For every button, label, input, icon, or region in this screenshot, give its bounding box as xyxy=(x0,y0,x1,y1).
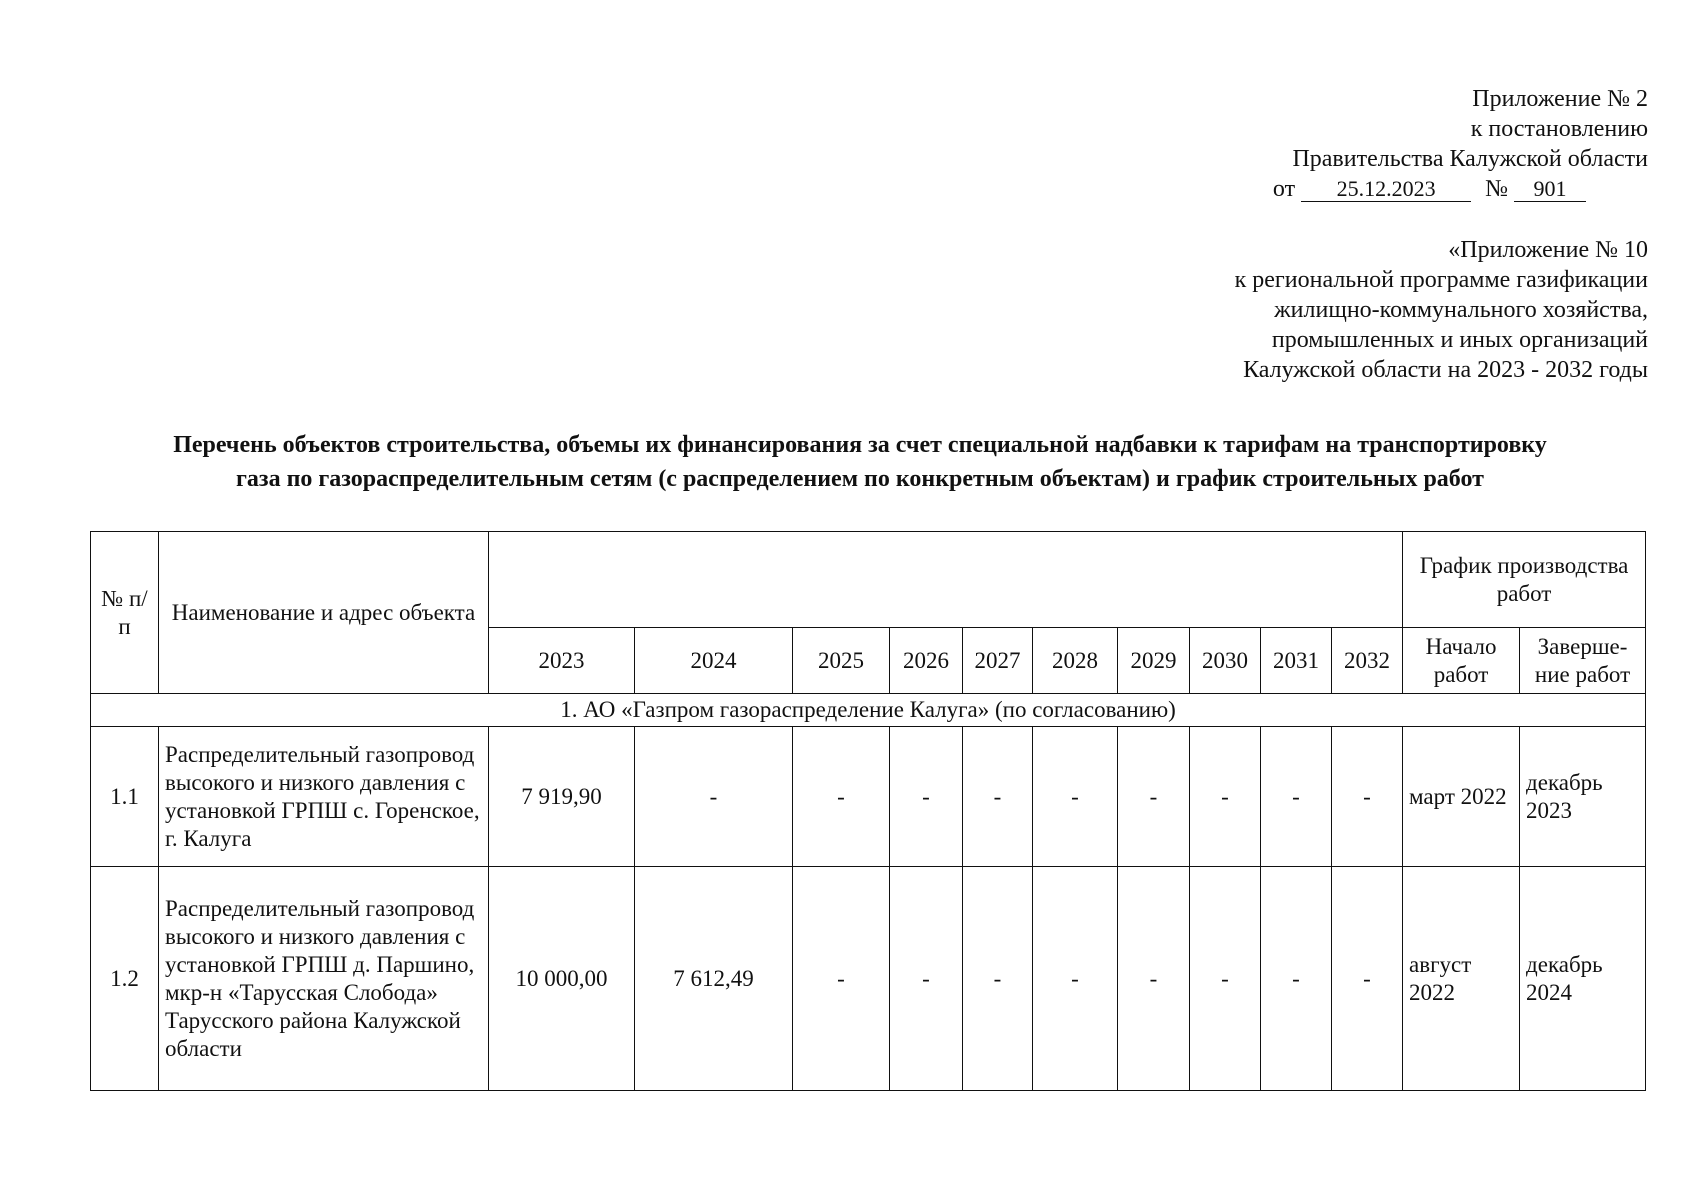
header-schedule: График производства работ xyxy=(1403,532,1646,628)
row-num: 1.2 xyxy=(91,867,159,1091)
amount-cell: 10 000,00 xyxy=(489,867,635,1091)
section-row xyxy=(91,694,1646,727)
header-year: 2026 xyxy=(890,628,963,694)
row-num: 1.1 xyxy=(91,727,159,867)
decree-date-line xyxy=(1273,174,1648,204)
amount-cell: - xyxy=(1261,867,1332,1091)
from-label: от xyxy=(1272,176,1296,202)
table-row xyxy=(91,867,1646,1091)
table-row xyxy=(91,727,1646,867)
amount-cell: - xyxy=(1033,867,1118,1091)
amount-cell: - xyxy=(890,867,963,1091)
header-years-group xyxy=(489,532,1403,628)
amount-cell: - xyxy=(963,727,1033,867)
start-date: март 2022 xyxy=(1403,727,1520,867)
header-year: 2031 xyxy=(1261,628,1332,694)
number-label: № xyxy=(1485,176,1508,202)
program-line: Калужской области на 2023 - 2032 годы xyxy=(1243,357,1648,383)
decree-number: 901 xyxy=(1514,177,1586,202)
amount-cell: - xyxy=(1190,727,1261,867)
title-line: газа по газораспределительным сетям (с распределением по конкретным объектам) и график строительных работ xyxy=(236,466,1484,492)
program-appendix-header xyxy=(1235,235,1648,385)
program-line: к региональной программе газификации xyxy=(1234,267,1648,293)
header-year: 2027 xyxy=(963,628,1033,694)
header-end: Заверше-ние работ xyxy=(1520,628,1646,694)
header-num: № п/п xyxy=(91,532,159,694)
end-date: декабрь 2024 xyxy=(1520,867,1646,1091)
amount-cell: - xyxy=(1118,727,1190,867)
program-line: «Приложение № 10 xyxy=(1448,237,1648,263)
amount-cell: - xyxy=(793,867,890,1091)
header-year: 2032 xyxy=(1332,628,1403,694)
program-line: промышленных и иных организаций xyxy=(1271,327,1648,353)
header-year: 2029 xyxy=(1118,628,1190,694)
program-line: жилищно-коммунального хозяйства, xyxy=(1274,297,1648,323)
end-date: декабрь 2023 xyxy=(1520,727,1646,867)
amount-cell: 7 612,49 xyxy=(635,867,793,1091)
section-title: 1. АО «Газпром газораспределение Калуга» (по согласованию) xyxy=(91,694,1646,727)
appendix-line: к постановлению xyxy=(1470,116,1648,142)
amount-cell: - xyxy=(1033,727,1118,867)
header-row xyxy=(91,532,1646,628)
header-year: 2024 xyxy=(635,628,793,694)
header-year: 2023 xyxy=(489,628,635,694)
header-year: 2025 xyxy=(793,628,890,694)
amount-cell: - xyxy=(793,727,890,867)
header-year: 2030 xyxy=(1190,628,1261,694)
appendix-header xyxy=(1273,84,1648,204)
amount-cell: - xyxy=(1332,727,1403,867)
document-title xyxy=(90,428,1630,496)
amount-cell: - xyxy=(1118,867,1190,1091)
amount-cell: - xyxy=(963,867,1033,1091)
title-line: Перечень объектов строительства, объемы их финансирования за счет специальной надбавки к тарифам на транспортировку xyxy=(173,432,1547,458)
start-date: август 2022 xyxy=(1403,867,1520,1091)
appendix-line: Приложение № 2 xyxy=(1472,86,1648,112)
amount-cell: - xyxy=(1261,727,1332,867)
amount-cell: - xyxy=(1190,867,1261,1091)
decree-date: 25.12.2023 xyxy=(1301,177,1471,202)
object-name: Распределительный газопровод высокого и низкого давления с установкой ГРПШ с. Горенское, г. Калуга xyxy=(159,727,489,867)
appendix-line: Правительства Калужской области xyxy=(1292,146,1648,172)
header-name: Наименование и адрес объекта xyxy=(159,532,489,694)
amount-cell: - xyxy=(1332,867,1403,1091)
amount-cell: 7 919,90 xyxy=(489,727,635,867)
amount-cell: - xyxy=(890,727,963,867)
construction-objects-table xyxy=(90,531,1646,1091)
amount-cell: - xyxy=(635,727,793,867)
header-year: 2028 xyxy=(1033,628,1118,694)
header-start: Начало работ xyxy=(1403,628,1520,694)
object-name: Распределительный газопровод высокого и низкого давления с установкой ГРПШ д. Паршино, мкр-н «Тарусская Слобода» Тарусского района Калужской области xyxy=(159,867,489,1091)
